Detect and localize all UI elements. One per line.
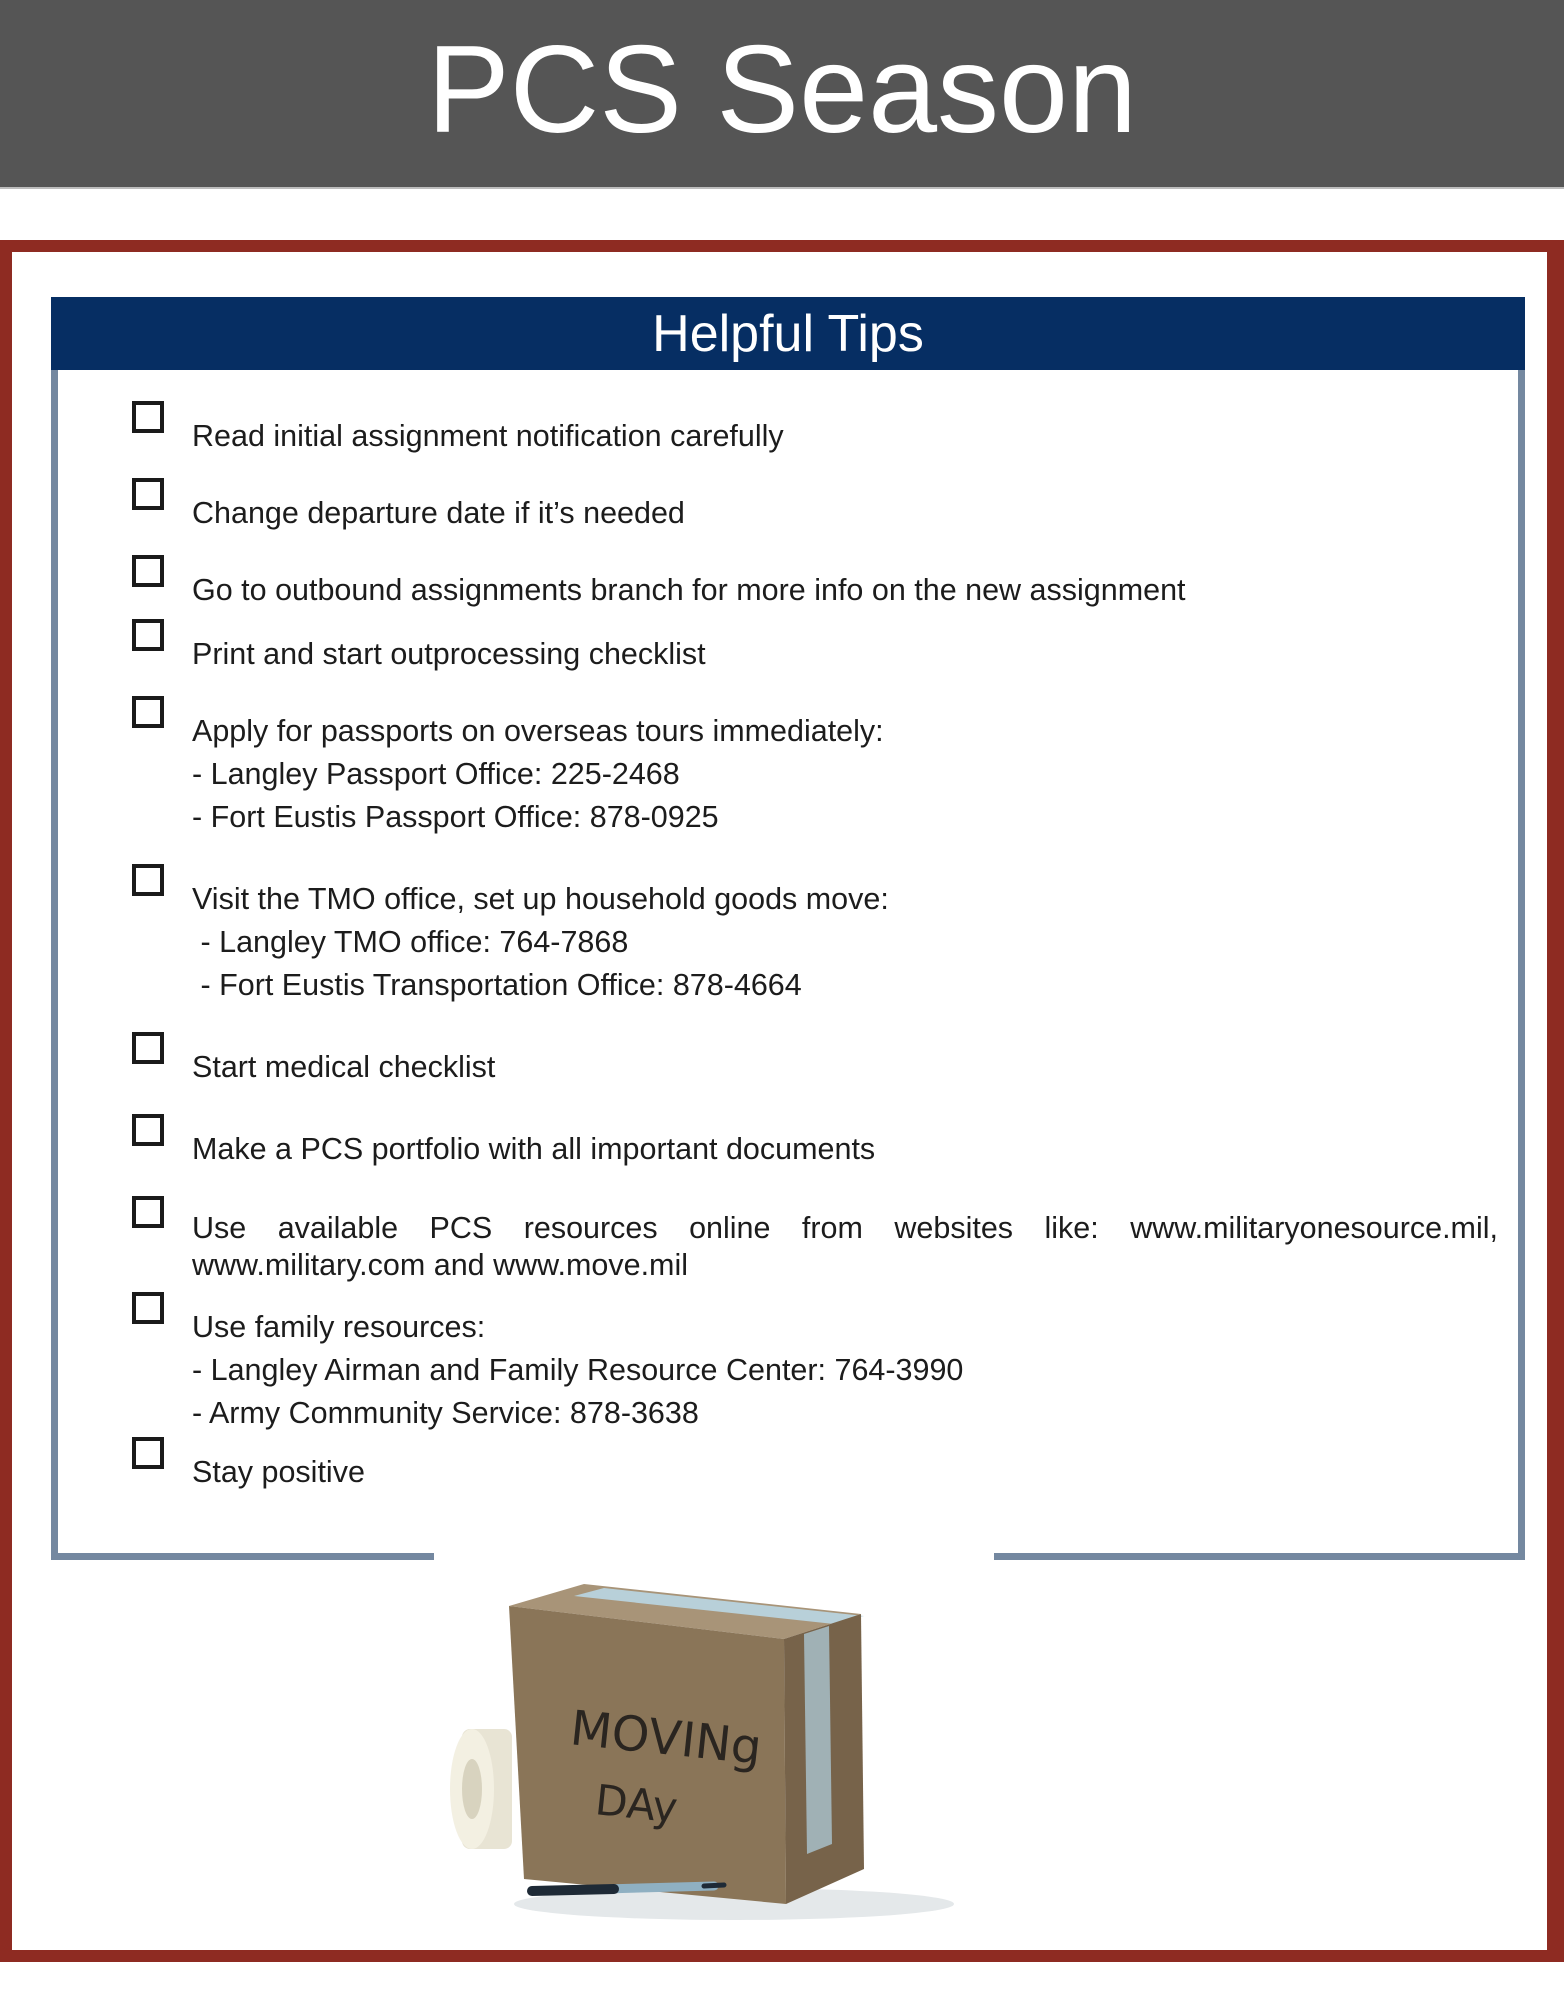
tip-checkbox[interactable] — [132, 1032, 164, 1064]
tip-checkbox[interactable] — [132, 1292, 164, 1324]
tip-item — [132, 555, 1498, 612]
tip-item — [132, 864, 1498, 1007]
tip-detail: - Fort Eustis Passport Office: 878-0925 — [192, 800, 719, 834]
tip-detail: - Langley Passport Office: 225-2468 — [192, 757, 680, 791]
tip-text: Stay positive — [192, 1455, 365, 1489]
top-banner — [0, 0, 1564, 189]
tip-text: Start medical checklist — [192, 1050, 496, 1084]
tip-checkbox[interactable] — [132, 478, 164, 510]
box-label: MOVINg — [567, 1700, 765, 1776]
page-title: PCS Season — [427, 20, 1137, 159]
tip-item — [132, 1114, 1498, 1171]
tips-title: Helpful Tips — [652, 304, 924, 363]
tip-item — [132, 478, 1498, 535]
tape-roll-icon — [450, 1729, 512, 1849]
moving-box-illustration — [434, 1544, 994, 1934]
outer-frame — [0, 240, 1564, 1962]
tips-header — [51, 297, 1525, 370]
tip-item — [132, 1292, 1498, 1435]
tip-text: Go to outbound assignments branch for more info on the new assignment — [192, 573, 1186, 607]
tip-text: Change departure date if it’s needed — [192, 496, 685, 530]
content-area — [12, 252, 1547, 1950]
tip-checkbox[interactable] — [132, 401, 164, 433]
tip-checkbox[interactable] — [132, 1114, 164, 1146]
tip-detail: - Langley Airman and Family Resource Center: 764-3990 — [192, 1353, 964, 1387]
tip-text: Visit the TMO office, set up household goods move: — [192, 882, 889, 916]
tip-text: Use available PCS resources online from websites like: www.militaryonesource.mil, www.military.com and www.move.mil — [192, 1211, 1498, 1282]
bottom-bar — [0, 1962, 1564, 2000]
tip-checkbox[interactable] — [132, 555, 164, 587]
tip-text: Print and start outprocessing checklist — [192, 637, 706, 671]
helpful-tips-panel — [51, 297, 1525, 1560]
tip-checkbox[interactable] — [132, 864, 164, 896]
tip-checkbox[interactable] — [132, 619, 164, 651]
tip-text: Use family resources: — [192, 1310, 486, 1344]
tip-item — [132, 619, 1498, 676]
tip-checkbox[interactable] — [132, 1437, 164, 1469]
tip-text: Read initial assignment notification carefully — [192, 419, 784, 453]
tip-item — [132, 1196, 1498, 1284]
tip-item — [132, 401, 1498, 458]
tip-item — [132, 696, 1498, 839]
box-label: DAy — [592, 1775, 680, 1833]
tip-checkbox[interactable] — [132, 1196, 164, 1228]
tip-detail: - Fort Eustis Transportation Office: 878-4664 — [192, 968, 802, 1002]
tip-item — [132, 1437, 1498, 1494]
tip-detail: - Langley TMO office: 764-7868 — [192, 925, 629, 959]
marker-icon — [532, 1885, 724, 1891]
tip-text: Apply for passports on overseas tours immediately: — [192, 714, 884, 748]
tip-item — [132, 1032, 1498, 1089]
tip-text: Make a PCS portfolio with all important documents — [192, 1132, 876, 1166]
tip-checkbox[interactable] — [132, 696, 164, 728]
tip-detail: - Army Community Service: 878-3638 — [192, 1396, 699, 1430]
